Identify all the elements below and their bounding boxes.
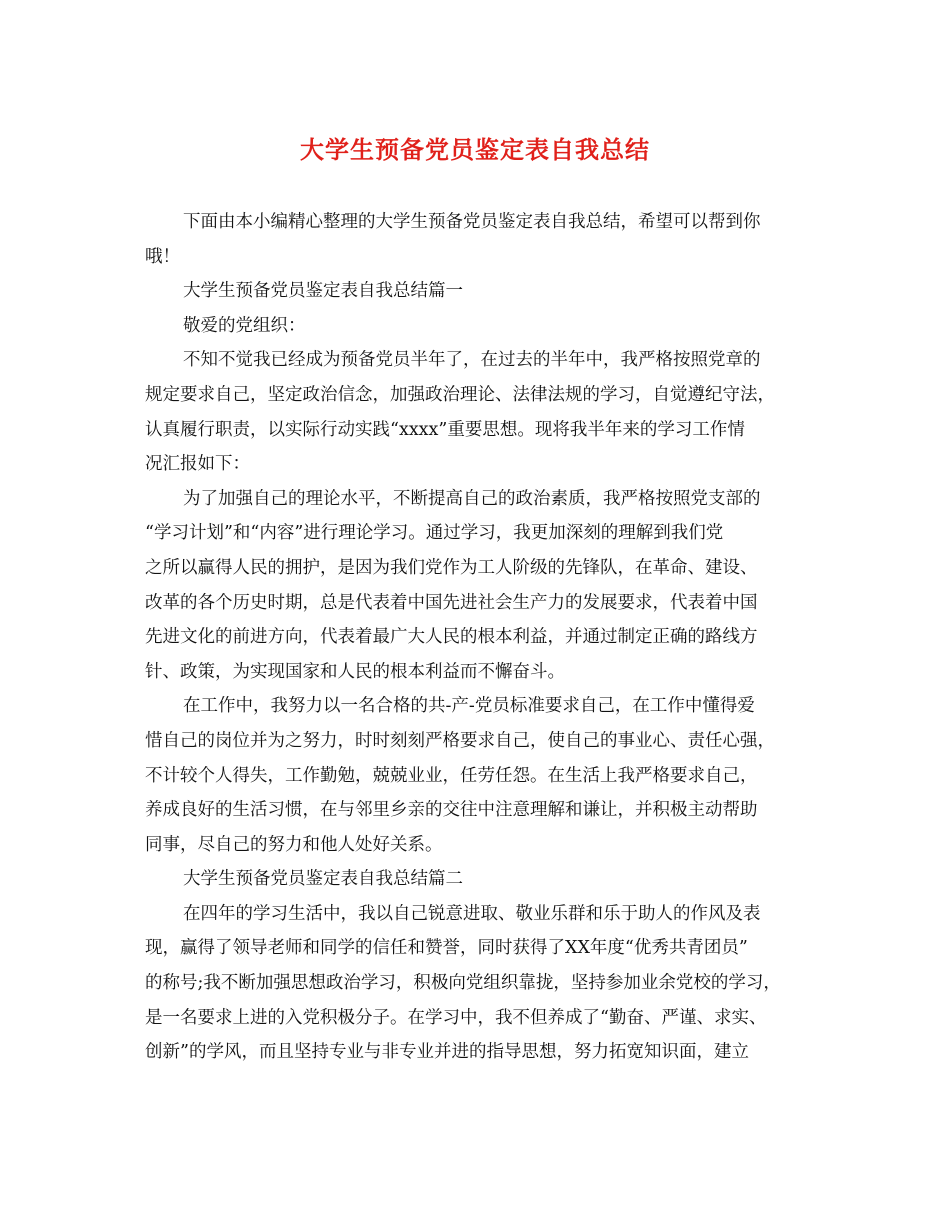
text-line: 认真履行职责，以实际行动实践“xxxx”重要思想。现将我半年来的学习工作情 bbox=[145, 419, 745, 440]
text-line: 大学生预备党员鉴定表自我总结篇二 bbox=[183, 869, 463, 890]
text-line: 改革的各个历史时期，总是代表着中国先进社会生产力的发展要求，代表着中国 bbox=[145, 592, 758, 613]
text-line: 同事，尽自己的努力和他人处好关系。 bbox=[145, 834, 443, 855]
text-line: 之所以赢得人民的拥护，是因为我们党作为工人阶级的先锋队，在革命、建设、 bbox=[145, 557, 758, 578]
text-line: 是一名要求上进的入党积极分子。在学习中，我不但养成了“勤奋、严谨、求实、 bbox=[145, 1007, 767, 1028]
text-line: 大学生预备党员鉴定表自我总结篇一 bbox=[183, 281, 463, 302]
text-line: 在工作中，我努力以一名合格的共-产-党员标准要求自己，在工作中懂得爱 bbox=[183, 696, 755, 717]
text-line: 况汇报如下： bbox=[145, 454, 250, 475]
text-line: 规定要求自己，坚定政治信念，加强政治理论、法律法规的学习，自觉遵纪守法， bbox=[145, 384, 775, 405]
text-line: “学习计划”和“内容”进行理论学习。通过学习，我更加深刻的理解到我们党 bbox=[145, 523, 724, 544]
text-line: 为了加强自己的理论水平，不断提高自己的政治素质，我严格按照党支部的 bbox=[183, 488, 761, 509]
text-line: 不计较个人得失，工作勤勉，兢兢业业，任劳任怨。在生活上我严格要求自己， bbox=[145, 765, 758, 786]
document-title: 大学生预备党员鉴定表自我总结 bbox=[300, 135, 650, 164]
text-line: 下面由本小编精心整理的大学生预备党员鉴定表自我总结，希望可以帮到你 bbox=[183, 212, 761, 232]
text-line: 现，赢得了领导老师和同学的信任和赞誉，同时获得了XX年度“优秀共青团员” bbox=[145, 938, 748, 959]
text-line: 先进文化的前进方向，代表着最广大人民的根本利益，并通过制定正确的路线方 bbox=[145, 627, 758, 648]
text-line: 惜自己的岗位并为之努力，时时刻刻严格要求自己，使自己的事业心、责任心强， bbox=[145, 730, 775, 751]
document-body bbox=[145, 205, 805, 1070]
text-line: 创新”的学风，而且坚持专业与非专业并进的指导思想，努力拓宽知识面，建立 bbox=[145, 1042, 749, 1063]
text-line: 在四年的学习生活中，我以自己锐意进取、敬业乐群和乐于助人的作风及表 bbox=[183, 903, 761, 924]
text-line: 针、政策，为实现国家和人民的根本利益而不懈奋斗。 bbox=[145, 661, 565, 682]
text-line: 养成良好的生活习惯，在与邻里乡亲的交往中注意理解和谦让，并积极主动帮助 bbox=[145, 800, 758, 821]
text-line: 哦！ bbox=[145, 246, 180, 267]
text-line: 敬爱的党组织： bbox=[183, 315, 306, 336]
text-line: 不知不觉我已经成为预备党员半年了，在过去的半年中，我严格按照党章的 bbox=[183, 350, 761, 371]
text-line: 的称号;我不断加强思想政治学习，积极向党组织靠拢，坚持参加业余党校的学习， bbox=[145, 973, 781, 994]
